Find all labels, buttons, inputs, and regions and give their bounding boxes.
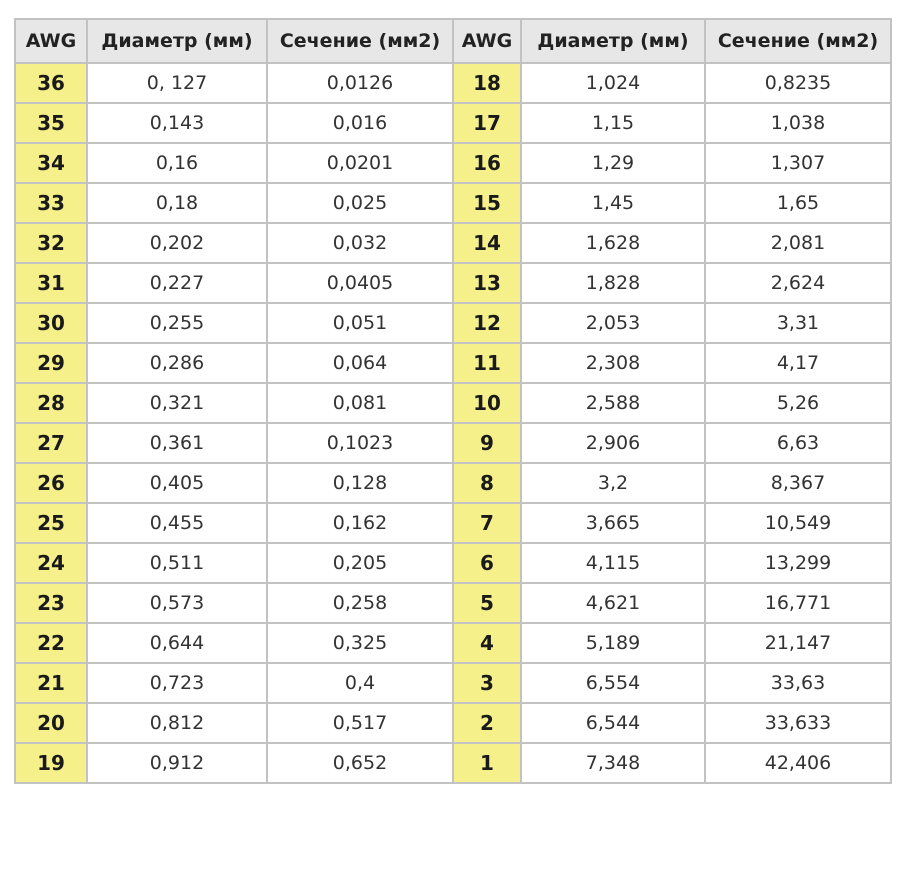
section-cell-left: 0,4 (267, 663, 453, 703)
header-section-right: Сечение (мм2) (705, 19, 891, 63)
section-cell-left: 0,517 (267, 703, 453, 743)
diameter-cell-left: 0,405 (87, 463, 267, 503)
awg-cell-left: 28 (15, 383, 87, 423)
awg-cell-left: 25 (15, 503, 87, 543)
section-cell-right: 1,307 (705, 143, 891, 183)
awg-cell-right: 2 (453, 703, 521, 743)
section-cell-left: 0,325 (267, 623, 453, 663)
awg-cell-right: 10 (453, 383, 521, 423)
awg-cell-right: 1 (453, 743, 521, 783)
table-row (15, 543, 891, 583)
diameter-cell-right: 1,15 (521, 103, 705, 143)
table-row (15, 583, 891, 623)
table-row (15, 423, 891, 463)
diameter-cell-right: 2,308 (521, 343, 705, 383)
diameter-cell-left: 0, 127 (87, 63, 267, 103)
diameter-cell-right: 3,665 (521, 503, 705, 543)
diameter-cell-left: 0,644 (87, 623, 267, 663)
diameter-cell-right: 3,2 (521, 463, 705, 503)
diameter-cell-left: 0,723 (87, 663, 267, 703)
awg-cell-left: 34 (15, 143, 87, 183)
section-cell-right: 4,17 (705, 343, 891, 383)
diameter-cell-left: 0,143 (87, 103, 267, 143)
awg-cell-right: 16 (453, 143, 521, 183)
awg-cell-left: 26 (15, 463, 87, 503)
awg-cell-right: 11 (453, 343, 521, 383)
table-row (15, 263, 891, 303)
section-cell-left: 0,258 (267, 583, 453, 623)
awg-cell-right: 4 (453, 623, 521, 663)
awg-cell-right: 18 (453, 63, 521, 103)
section-cell-left: 0,652 (267, 743, 453, 783)
section-cell-left: 0,0126 (267, 63, 453, 103)
diameter-cell-right: 1,828 (521, 263, 705, 303)
diameter-cell-right: 1,024 (521, 63, 705, 103)
header-diameter-right: Диаметр (мм) (521, 19, 705, 63)
diameter-cell-right: 4,115 (521, 543, 705, 583)
diameter-cell-left: 0,455 (87, 503, 267, 543)
section-cell-right: 13,299 (705, 543, 891, 583)
awg-cell-left: 29 (15, 343, 87, 383)
section-cell-right: 5,26 (705, 383, 891, 423)
section-cell-left: 0,0201 (267, 143, 453, 183)
section-cell-left: 0,032 (267, 223, 453, 263)
section-cell-right: 3,31 (705, 303, 891, 343)
diameter-cell-left: 0,511 (87, 543, 267, 583)
diameter-cell-right: 5,189 (521, 623, 705, 663)
diameter-cell-left: 0,361 (87, 423, 267, 463)
awg-cell-left: 24 (15, 543, 87, 583)
section-cell-right: 16,771 (705, 583, 891, 623)
table-row (15, 103, 891, 143)
section-cell-left: 0,025 (267, 183, 453, 223)
awg-cell-right: 3 (453, 663, 521, 703)
header-section-left: Сечение (мм2) (267, 19, 453, 63)
diameter-cell-right: 1,45 (521, 183, 705, 223)
header-awg-right: AWG (453, 19, 521, 63)
awg-cell-right: 15 (453, 183, 521, 223)
diameter-cell-right: 4,621 (521, 583, 705, 623)
section-cell-right: 21,147 (705, 623, 891, 663)
diameter-cell-right: 1,29 (521, 143, 705, 183)
section-cell-right: 42,406 (705, 743, 891, 783)
section-cell-right: 6,63 (705, 423, 891, 463)
awg-cell-left: 27 (15, 423, 87, 463)
awg-table-container (14, 18, 892, 784)
awg-cell-left: 33 (15, 183, 87, 223)
diameter-cell-left: 0,912 (87, 743, 267, 783)
diameter-cell-left: 0,573 (87, 583, 267, 623)
section-cell-left: 0,081 (267, 383, 453, 423)
diameter-cell-right: 1,628 (521, 223, 705, 263)
awg-cell-right: 14 (453, 223, 521, 263)
header-awg-left: AWG (15, 19, 87, 63)
section-cell-left: 0,051 (267, 303, 453, 343)
awg-cell-right: 7 (453, 503, 521, 543)
awg-cell-right: 6 (453, 543, 521, 583)
section-cell-right: 2,624 (705, 263, 891, 303)
awg-cell-left: 35 (15, 103, 87, 143)
diameter-cell-right: 2,588 (521, 383, 705, 423)
awg-cell-right: 5 (453, 583, 521, 623)
section-cell-right: 2,081 (705, 223, 891, 263)
table-row (15, 743, 891, 783)
diameter-cell-right: 2,053 (521, 303, 705, 343)
diameter-cell-left: 0,202 (87, 223, 267, 263)
section-cell-right: 1,038 (705, 103, 891, 143)
section-cell-left: 0,128 (267, 463, 453, 503)
awg-cell-right: 12 (453, 303, 521, 343)
diameter-cell-left: 0,286 (87, 343, 267, 383)
awg-cell-left: 23 (15, 583, 87, 623)
awg-cell-left: 31 (15, 263, 87, 303)
awg-cell-left: 36 (15, 63, 87, 103)
table-row (15, 223, 891, 263)
table-row (15, 143, 891, 183)
section-cell-left: 0,016 (267, 103, 453, 143)
section-cell-right: 33,63 (705, 663, 891, 703)
section-cell-left: 0,205 (267, 543, 453, 583)
awg-cell-left: 21 (15, 663, 87, 703)
diameter-cell-right: 7,348 (521, 743, 705, 783)
table-body (15, 63, 891, 783)
table-row (15, 343, 891, 383)
section-cell-right: 0,8235 (705, 63, 891, 103)
awg-cell-right: 13 (453, 263, 521, 303)
section-cell-left: 0,0405 (267, 263, 453, 303)
section-cell-left: 0,064 (267, 343, 453, 383)
diameter-cell-right: 6,554 (521, 663, 705, 703)
table-row (15, 663, 891, 703)
table-row (15, 623, 891, 663)
section-cell-right: 1,65 (705, 183, 891, 223)
header-row (15, 19, 891, 63)
diameter-cell-right: 6,544 (521, 703, 705, 743)
diameter-cell-left: 0,812 (87, 703, 267, 743)
section-cell-left: 0,1023 (267, 423, 453, 463)
diameter-cell-right: 2,906 (521, 423, 705, 463)
awg-cell-left: 19 (15, 743, 87, 783)
table-row (15, 303, 891, 343)
diameter-cell-left: 0,16 (87, 143, 267, 183)
diameter-cell-left: 0,321 (87, 383, 267, 423)
table-row (15, 183, 891, 223)
awg-cell-left: 32 (15, 223, 87, 263)
header-diameter-left: Диаметр (мм) (87, 19, 267, 63)
awg-cell-left: 20 (15, 703, 87, 743)
awg-cell-right: 17 (453, 103, 521, 143)
awg-cell-right: 8 (453, 463, 521, 503)
section-cell-left: 0,162 (267, 503, 453, 543)
table-row (15, 503, 891, 543)
section-cell-right: 33,633 (705, 703, 891, 743)
table-row (15, 703, 891, 743)
awg-cell-left: 22 (15, 623, 87, 663)
awg-cell-left: 30 (15, 303, 87, 343)
table-row (15, 383, 891, 423)
diameter-cell-left: 0,227 (87, 263, 267, 303)
section-cell-right: 10,549 (705, 503, 891, 543)
table-row (15, 63, 891, 103)
diameter-cell-left: 0,18 (87, 183, 267, 223)
diameter-cell-left: 0,255 (87, 303, 267, 343)
awg-cell-right: 9 (453, 423, 521, 463)
section-cell-right: 8,367 (705, 463, 891, 503)
table-row (15, 463, 891, 503)
awg-wire-table (14, 18, 892, 784)
